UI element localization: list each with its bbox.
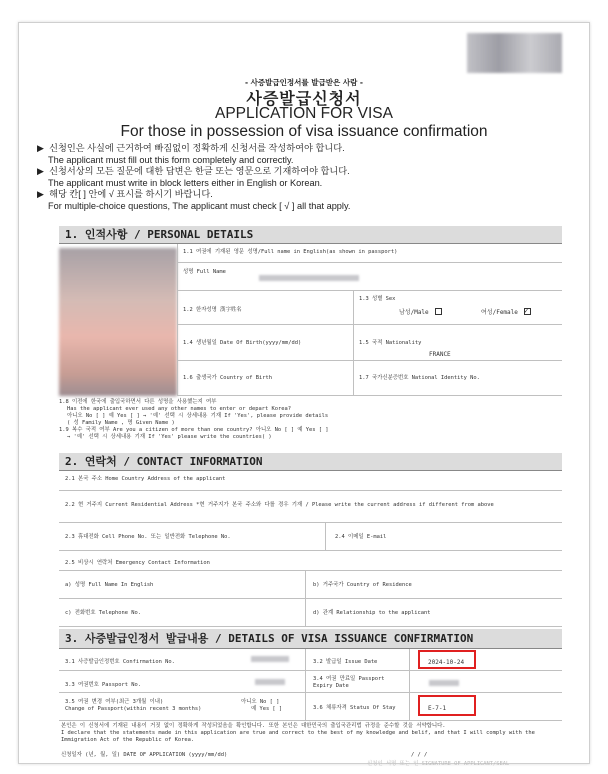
label-email: 2.4 이메일 E-mail [335,534,387,540]
highlight-issue-date [418,650,476,669]
passport-change-yes[interactable]: 예 Yes [ ] [251,706,283,712]
date-of-application-slashes: / / / [411,752,428,758]
multiple-nationality-details: → '예' 선택 시 상세내용 기재 If 'Yes' please write the countries( ) [67,434,272,440]
label-emergency-phone: c) 전화번호 Telephone No. [65,610,142,616]
signature-label: 신청인 서명 또는 인 SIGNATURE OF APPLICANT/SEAL [367,761,510,767]
section-personal-details-header: 1. 인적사항 / PERSONAL DETAILS [59,226,562,244]
redacted-passport-expiry [429,680,459,686]
instructions [37,143,577,212]
label-full-name: 성명 Full Name [183,269,226,275]
label-status-of-stay: 3.6 체류자격 Status Of Stay [313,705,396,711]
label-national-id: 1.7 국가신분증번호 National Identity No. [359,375,480,381]
bullet-arrow-icon: ▶ [37,189,45,199]
label-emergency-name: a) 성명 Full Name In English [65,582,154,588]
redacted-confirmation-no [251,656,289,662]
label-passport-change-en: Change of Passport(within recent 3 months) [65,706,202,712]
bullet-arrow-icon: ▶ [37,143,45,153]
applicant-photo [59,248,177,396]
label-other-names: 1.8 이전에 한국에 출입국하면서 다른 성명을 사용했는지 여부 [59,399,217,405]
label-emergency-country: b) 거주국가 Country of Residence [313,582,412,588]
form-title-english-sub: For those in possession of visa issuance confirmation [120,123,488,140]
label-emergency-contact: 2.5 비상시 연락처 Emergency Contact Information [65,560,210,566]
label-country-of-birth: 1.6 출생국가 Country of Birth [183,375,272,381]
passport-change-no[interactable]: 아니오 No [ ] [241,699,280,705]
label-phone: 2.3 휴대전화 Cell Phone No. 또는 일반전화 Telephone No. [65,534,231,540]
label-confirmation-no: 3.1 사증발급인정번호 Confirmation No. [65,659,175,665]
note-kr: 신청인은 사실에 근거하여 빠짐없이 정확하게 신청서를 작성하여야 합니다. [49,143,345,153]
label-passport-expiry: 3.4 여권 만료일 Passport Expiry Date [313,676,385,689]
label-date-of-birth: 1.4 생년월일 Date Of Birth(yyyy/mm/dd) [183,340,302,346]
female-checkbox[interactable] [524,308,531,315]
other-names-details: ( 성 Family Name , 명 Given Name ) [67,420,175,426]
other-names-options: 아니오 No [ ] 예 Yes [ ] → '예' 선택 시 상세내용 기재 If 'Yes', please provide details [67,413,329,419]
label-passport-no: 3.3 여권번호 Passport No. [65,682,142,688]
redacted-passport-no [255,679,285,685]
section-contact-header: 2. 연락처 / CONTACT INFORMATION [59,453,562,471]
redacted-name [259,275,359,281]
label-home-address: 2.1 본국 주소 Home Country Address of the applicant [65,476,226,482]
label-current-address: 2.2 현 거주지 Current Residential Address *현 거주지가 본국 주소와 다를 경우 기재 / Please write the current address if different from above [65,502,494,508]
section-visa-confirmation-header: 3. 사증발급인정서 발급내용 / DETAILS OF VISA ISSUANCE CONFIRMATION [59,629,562,649]
declaration-english: I declare that the statements made in this application are true and correct to the best of my knowledge and belif, and that I will comply with the Immigration Act of the Republic of Korea. [61,730,535,743]
label-chinese-name: 1.2 한자성명 漢字姓名 [183,307,242,313]
label-other-names-en: Has the applicant ever used any other names to enter or depart Korea? [67,406,291,412]
label-sex: 1.3 성별 Sex [359,296,396,302]
bullet-arrow-icon: ▶ [37,166,45,176]
note-en: The applicant must write in block letters either in English or Korean. [48,177,323,188]
redacted-id-block [467,33,562,73]
label-passport-change: 3.5 여권 변경 여부(최근 3개월 이내) [65,699,164,705]
label-female: 여성/Female [481,309,518,316]
declaration-korean: 본인은 이 신청서에 기재된 내용이 거짓 없이 정확하게 작성되었음을 확인합니다. 또한 본인은 대한민국의 출입국관리법 규정을 준수할 것을 서약합니다. [61,723,446,729]
application-form-page [18,22,590,767]
label-issue-date: 3.2 발급일 Issue Date [313,659,378,665]
male-checkbox[interactable] [435,308,442,315]
status-of-stay-value: E-7-1 [428,705,447,712]
note-kr: 신청서상의 모든 질문에 대한 답변은 한글 또는 영문으로 기재하여야 합니다. [49,166,350,176]
note-en: For multiple-choice questions, The applicant must check [ √ ] all that apply. [48,200,351,211]
form-title-english: APPLICATION FOR VISA [214,105,393,122]
label-male: 남성/Male [399,309,429,316]
label-emergency-relationship: d) 관계 Relationship to the applicant [313,610,431,616]
form-subtitle: - 사증발급인정서를 발급받은 사람 - [244,78,364,87]
label-full-name-english: 1.1 여권에 기재된 영문 성명/Full name in English(as shown in passport) [183,249,398,255]
label-multiple-nationality: 1.9 복수 국적 여부 Are you a citizen of more than one country? 아니오 No [ ] 예 Yes [ ] [59,427,329,433]
note-kr: 해당 칸[ ] 안에 √ 표시를 하시기 바랍니다. [49,189,213,199]
highlight-status-of-stay [418,695,476,716]
nationality-value: FRANCE [429,351,451,358]
note-en: The applicant must fill out this form completely and correctly. [48,154,294,165]
issue-date-value: 2024-10-24 [428,659,465,666]
label-nationality: 1.5 국적 Nationality [359,340,422,346]
label-date-of-application: 신청일자 (년, 월, 일) DATE OF APPLICATION (yyyy/mm/dd) [61,752,228,758]
form-title-korean: 사증발급신청서 [246,89,362,108]
